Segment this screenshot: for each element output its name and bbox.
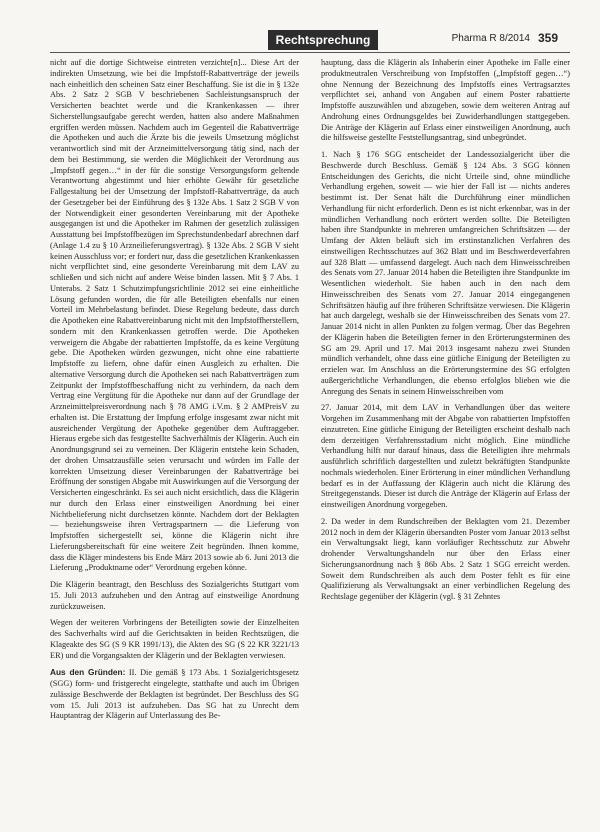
page-number: 359 bbox=[537, 31, 558, 45]
section-label: Rechtsprechung bbox=[268, 30, 378, 50]
paragraph: Wegen der weiteren Vorbringens der Beteiligten sowie der Einzelheiten des Sachverhalts wird auf die Gerichtsakten in beiden Rechtszügen, die Klageakte des SG (S 9 KR 1991/13), die Akten des SG (S 22 KR 3221/13 ER) und die Vorgangsakten der Klägerin und der Beklagten verwiesen. bbox=[50, 618, 299, 660]
header-rule bbox=[50, 52, 570, 53]
grounds-text: II. Die gemäß § 173 Abs. 1 Sozialgerichtsgesetz (SGG) form- und fristgerecht eingelegte, statthafte und auch im Übrigen zulässige Beschwerde der Beklagten ist begründet. Der Beschluss des SG vom 15. Juli 2013 ist aufzuheben. Das SG hat zu Unrecht dem Hauptantrag der Klägerin auf Unterlassung des Be- bbox=[50, 668, 299, 721]
issue-label: Pharma R 8/2014 bbox=[451, 33, 530, 44]
paragraph: 27. Januar 2014, mit dem LAV in Verhandlungen über das weitere Vorgehen im Zusammenhang mit der Abgabe von rabattierten Impfstoffen einzutreten. Eine gütliche Einigung der Beteiligten erscheint deshalb nach dem derzeitigen Verfahrensstadium nicht möglich. Eine mündliche Verhandlung hilft nur darauf hinaus, dass die Beteiligten ihre mehrmals ausführlich schriftlich dargestellten und zuletzt bekräftigten Standpunkte nochmals wiederholen. Einer Erörterung in einer mündlichen Verhandlung bedarf es in der Auffassung der Klägerin auch nicht die Klärung des Streitgegenstands. Dieser ist durch die Anträge der Klägerin auf Erlass der einstweiligen Anordnung vorgegeben. bbox=[321, 403, 570, 509]
paragraph: 2. Da weder in dem Rundschreiben der Beklagten vom 21. Dezember 2012 noch in dem der Klägerin übersandten Poster vom Januar 2013 selbst ein Verwaltungsakt liegt, kann vorläufiger Rechtsschutz zur Abwehr drohender Verwaltungshandeln nur über den Erlass einer Sicherungsanordnung nach § 86b Abs. 2 Satz 1 SGG erreicht werden. Soweit dem Rundschreiben als auch dem Poster fehlt es für eine Qualifizierung als Verwaltungsakt an einer verbindlichen Regelung des Rechtslage gegenüber der Klägerin (vgl. § 31 Zehntes bbox=[321, 516, 570, 601]
paragraph: nicht auf die dortige Sichtweise eintreten verzichte[n]... Diese Art der indirekten Umsetzung, wie bei die Impfstoff-Rabattverträge der jeweils nach einheitlich den scheinen Satz einer Beschaffung. Sie ist die in § 132e Abs. 2 Satz 2 SGB V beschriebenen Sachleistungsanspruch der Versicherten beachtet werde und die Krankenkassen — ihrer Sicherstellungsaufgabe gerecht werden, hatten also andere Maßnahmen ergriffen werden müssen. Nachdem auch im Gegenteil die Rabattverträge die Apotheken und auch die Ärzte bis die jeweils Umsetzung möglichst verantwortlich sind mit der Arzneimittelversorgung tätig sind, nach der dem bei Bestimmung, sie werden die Möglichkeit der Verordnung aus „Impfstoff gegen…“ in der für die sonstige Versorgungsform geltende Verantwortung abgestimmt und hier erhöhte Gewähr für gesetzliche Fallgestaltung bei der Umsetzung der Impfstoff-Rabattverträge, da auch der Gesetzgeber bei der Einführung des § 132e Abs. 1 Satz 2 SGB V von der Notwendigkeit einer gesonderten Vereinbarung mit der Apotheke ausgegangen ist und die Apotheker im Rahmen der gesetzlich zulässigen Ausstattung bei Impfstoffbezügen im Sprechstundenbedarf abrechnen darf (Anlage 1.4 zu § 10 Arzneilieferungsvertrag). § 132e Abs. 2 SGB V sieht keinen Ausschluss vor; er fordert nur, dass die gesetzlichen Krankenkassen nicht verpflichtet sind, eine gesonderte Vereinbarung mit dem LAV zu schließen und sich nicht auf andere Weise binden lassen. Mit § 7 Abs. 1 Unterabs. 2 Satz 1 Schutzimpfungsrichtlinie 2012 sei eine einheitliche Lösung gefunden worden, die für alle Beteiligten ebenfalls nur einen Vorteil im Mehrbelastung befindet. Diese Regelung bedeute, dass durch die Apotheken eine Rabattvereinbarung nicht mit den Impfstoffherstellern, sondern mit den Krankenkassen getroffen werde. Die Apotheken verweigern die Abgabe der rabattierten Impfstoffe, da es keine Vergütung gebe. Die Apotheken würden gezwungen, nicht ohne eine rabattierte Impfstoffe zu liefern, ohne dafür einen Ausgleich zu erhalten. Die alternative Versorgung durch die Apotheken sei nach Rabattverträgen zum Zeitpunkt der Impfstoffbeschaffung nicht zu verhindern, da nach dem Vertrag eine Vergütung für die Apotheke nur dann auf der Grundlage der Arzneimittelpreisverordnung nach § 78 AMG i.V.m. § 2 AMPreisV zu erhalten ist. Die Erstattung der Impfung erfolge insgesamt zwar nicht mit ausreichender Vergütung der Apotheke gegenüber dem Auftraggeber. Hieraus ergebe sich das festgestellte Sachverhältnis der Klägerin. Auch ein Anordnungsgrund sei zu verneinen. Der Klägerin entstehe kein Schaden, der drohen Umsatzausfälle seien verursacht und würden im Falle der korrekten Umsetzung dieser Vereinbarungen der Rabattverträge bei Eröffnung der sonstigen Abgabe mit Auswirkungen auf die Versorgung der Versicherten eingeschränkt. Es sei auch nicht ersichtlich, dass die Klägerin nur durch den Erlass einer einstweiligen Anordnung bei einer Nichtbelieferung nicht durchsetzen könnte. Nachdem dort der Beklagten — beziehungsweise ihren Vertragspartnern — die Lieferung von Impfstoffen sichergestellt sei, könne die Klägerin nicht ihre Lieferungsbereitschaft für eine weitere Zeit begründen. Ihnen komme, dass die Kläger mindestens bis Ende März 2013 sowie ab 6. Juni 2013 die Lieferung „Produktname oder“ Verordnung ergeben könne. bbox=[50, 58, 299, 573]
paragraph: 1. Nach § 176 SGG entscheidet der Landessozialgericht über die Beschwerde durch Beschluss. Gemäß § 124 Abs. 3 SGG können Entscheidungen des Gerichts, die nicht Urteile sind, ohne mündliche Verhandlung ergehen, soweit — wie hier der Fall ist — nichts anderes bestimmt ist. Der Senat hält die Durchführung einer mündlichen Verhandlung für nicht erforderlich. Denn es ist nicht erkennbar, was in der mündlichen Verhandlung noch erörtert werden sollte. Die Beteiligten haben ihre Standpunkte in mehreren umfangreichen Schriftsätzen — der Umfang der Akten beläuft sich im erstinstanzlichen Verfahren des einstweiligen Rechtsschutzes auf 362 Blatt und im Beschwerdeverfahren auf 328 Blatt — umfassend dargelegt. Auch nach dem Hinweisschreiben des Senats vom 27. Januar 2014 haben die Beteiligten ihre Standpunkte im Wesentlichen wiederholt. Sie haben auch in den nach dem Hinweisschreiben des Senats vom 27. Januar 2014 eingegangenen Schriftsätzen häufig auf ihre früheren Schriftsätze verwiesen. Die Klägerin hat auch dargelegt, weshalb sie der Hinweisschreiben des Senats vom 27. Januar 2014 nicht in allen Punkten zu folgen vermag. Über das Begehren der Klägerin haben die Beteiligten ferner in den Erörterungsterminen des SG am 29. April und 17. Mai 2013 insgesamt nahezu zwei Stunden mündlich verhandelt, ohne dass eine gütliche Einigung der Beteiligten zu erzielen war. Im Anschluss an die Erörterungstermine des SG erfolgten außergerichtliche Verhandlungen, die ebenso erfolglos blieben wie die Anregung des Senats in seinem Hinweisschreiben vom bbox=[321, 150, 570, 396]
grounds-lead: Aus den Gründen: bbox=[50, 667, 126, 678]
left-column bbox=[50, 58, 299, 828]
paragraph: hauptung, dass die Klägerin als Inhaberin einer Apotheke im Falle einer produktneutralen Verschreibung von Impfstoffen („Impfstoff gegen…“) ohne Nennung der Bezeichnung des Impfstoffs eines Vertragsarztes verpflichtet sei, anhand von Angaben auf einem Poster rabattierte Impfstoffe auszuwählen und abzugeben, sowie dem weiteren Antrag auf Androhung eines Ordnungsgeldes bei Zuwiderhandlungen stattgegeben. Die Anträge der Klägerin auf Erlass einer einstweiligen Anordnung, auch die hilfsweise gestellte Feststellungsantrag, sind unbegründet. bbox=[321, 58, 570, 143]
grounds-paragraph bbox=[50, 667, 299, 722]
page-header bbox=[0, 30, 600, 52]
paragraph: Die Klägerin beantragt, den Beschluss des Sozialgerichts Stuttgart vom 15. Juli 2013 aufzuheben und den Antrag auf einstweilige Anordnung zurückzuweisen. bbox=[50, 580, 299, 611]
right-column bbox=[321, 58, 570, 828]
